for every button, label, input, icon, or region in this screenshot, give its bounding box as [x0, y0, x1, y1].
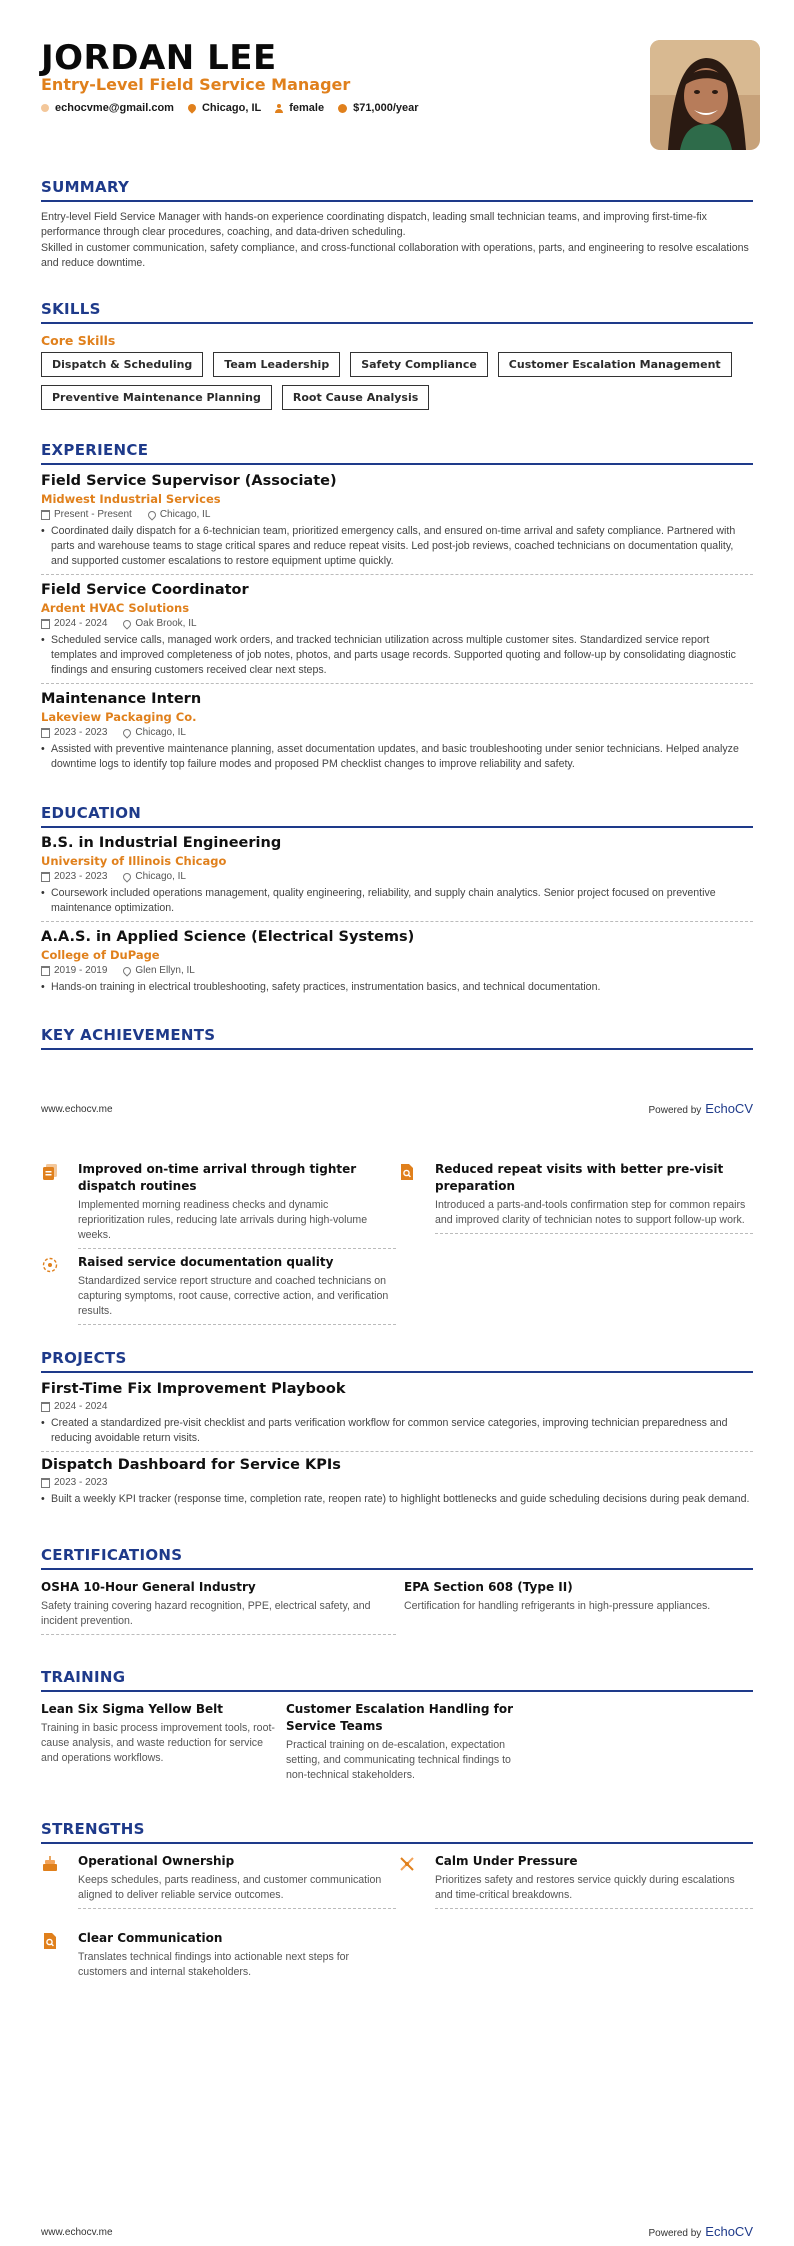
summary-paragraph-2: Skilled in customer communication, safety compliance, and cross-functional collaboration with operations, parts, and engineering to resolve escalations and reduce downtime. [41, 242, 749, 269]
project-title: Dispatch Dashboard for Service KPIs [41, 1457, 341, 1473]
job-title: Field Service Supervisor (Associate) [41, 473, 337, 489]
achievement-description: Standardized service report structure and coached technicians on capturing symptoms, root cause, corrective action, and verification results. [78, 1275, 389, 1317]
skill-chip: Customer Escalation Management [498, 352, 732, 377]
skills-heading: SKILLS [41, 300, 753, 324]
project-dates: 2023 - 2023 [54, 1477, 108, 1488]
training-title: Lean Six Sigma Yellow Belt [41, 1702, 223, 1716]
education-meta [41, 964, 753, 978]
training-item [41, 1701, 281, 1766]
job-dates: Present - Present [54, 509, 132, 520]
achievements-heading: KEY ACHIEVEMENTS [41, 1026, 753, 1050]
project-entry [41, 1379, 753, 1452]
summary-heading: SUMMARY [41, 178, 753, 202]
document-search-icon [398, 1163, 416, 1181]
job-dates: 2024 - 2024 [54, 618, 108, 629]
projects-heading: PROJECTS [41, 1349, 753, 1373]
education-entry [41, 927, 753, 1000]
calendar-icon [41, 510, 50, 520]
education-dates: 2023 - 2023 [54, 871, 108, 882]
job-location: Chicago, IL [159, 509, 211, 520]
salary-text: $71,000/year [353, 102, 419, 114]
job-dates: 2023 - 2023 [54, 727, 108, 738]
project-bullets [41, 1416, 753, 1452]
candidate-name: JORDAN LEE [41, 38, 277, 78]
skill-chip: Preventive Maintenance Planning [41, 385, 272, 410]
education-location: Glen Ellyn, IL [135, 965, 195, 976]
contact-email [41, 100, 174, 116]
calendar-icon [41, 1478, 50, 1488]
certification-title: OSHA 10-Hour General Industry [41, 1580, 256, 1594]
powered-by-text: Powered by [648, 2228, 702, 2239]
project-title: First-Time Fix Improvement Playbook [41, 1381, 346, 1397]
job-bullets [41, 524, 753, 575]
location-icon [122, 618, 133, 629]
training-heading: TRAINING [41, 1668, 753, 1692]
certification-title: EPA Section 608 (Type II) [404, 1580, 573, 1594]
skill-chip: Dispatch & Scheduling [41, 352, 203, 377]
training-description: Practical training on de-escalation, expectation setting, and communicating technical findings to non-technical stakeholders. [286, 1739, 511, 1781]
experience-entry [41, 471, 753, 575]
experience-heading: EXPERIENCE [41, 441, 753, 465]
achievement-card [41, 1254, 396, 1325]
contact-salary [338, 100, 418, 116]
company-name: Lakeview Packaging Co. [41, 710, 197, 724]
strength-description: Keeps schedules, parts readiness, and customer communication aligned to deliver reliable service outcomes. [78, 1874, 382, 1901]
skills-group-title: Core Skills [41, 333, 116, 348]
powered-by-text: Powered by [648, 1105, 702, 1116]
degree-title: B.S. in Industrial Engineering [41, 835, 282, 851]
location-pin-icon [186, 102, 197, 113]
certification-item [404, 1579, 759, 1619]
education-meta [41, 870, 753, 884]
training-title: Customer Escalation Handling for Service Teams [286, 1702, 513, 1733]
strength-title: Clear Communication [78, 1931, 223, 1945]
degree-title: A.A.S. in Applied Science (Electrical Systems) [41, 929, 415, 945]
contact-location [188, 100, 261, 116]
education-heading: EDUCATION [41, 804, 753, 828]
footer-powered-by [648, 1101, 753, 1116]
education-bullet: • Coursework included operations management, quality engineering, reliability, and supply chain analytics. Senior project focused on preventive maintenance optimization. [51, 886, 753, 916]
education-location: Chicago, IL [135, 871, 186, 882]
experience-entry [41, 580, 753, 684]
contact-info [41, 100, 419, 116]
skill-chip: Safety Compliance [350, 352, 488, 377]
job-meta [41, 726, 753, 740]
achievement-title: Raised service documentation quality [78, 1255, 334, 1269]
achievement-card [41, 1161, 396, 1249]
school-name: University of Illinois Chicago [41, 854, 227, 868]
strengths-heading: STRENGTHS [41, 1820, 753, 1844]
target-icon [41, 1256, 59, 1274]
experience-entry [41, 689, 753, 777]
calendar-icon [41, 619, 50, 629]
location-icon [122, 871, 133, 882]
job-title: Field Service Coordinator [41, 582, 249, 598]
education-bullets [41, 980, 753, 1000]
brand-logo-text[interactable]: EchoCV [705, 1101, 753, 1116]
footer-website[interactable]: www.echocv.me [41, 1104, 113, 1115]
skill-chip: Root Cause Analysis [282, 385, 429, 410]
project-bullet: • Created a standardized pre-visit checklist and parts verification workflow for common service categories, improving technician preparedness and reducing avoidable return visits. [51, 1416, 753, 1446]
education-bullets [41, 886, 753, 922]
strength-card [41, 1930, 396, 1985]
footer-powered-by [648, 2224, 753, 2239]
job-bullet: • Scheduled service calls, managed work orders, and tracked technician utilization across multiple customer sites. Standardized service report templates and improved completeness of job notes, photos, and parts usage records. Supported quoting and follow-up by consolidating diagnostic findings and ensuring customers received clear next steps. [51, 633, 753, 678]
strength-card [398, 1853, 753, 1909]
achievement-card [398, 1161, 753, 1234]
job-title: Maintenance Intern [41, 691, 202, 707]
job-meta [41, 508, 753, 522]
project-meta [41, 1476, 753, 1490]
training-item [286, 1701, 516, 1783]
job-bullet: • Assisted with preventive maintenance planning, asset documentation updates, and basic troubleshooting under senior technicians. Helped analyze downtime logs to identify top failure modes and proposed PM checklist changes to improve reliability and safety. [51, 742, 753, 772]
project-entry [41, 1455, 753, 1512]
project-bullet: • Built a weekly KPI tracker (response time, completion rate, reopen rate) to highlight bottlenecks and guide scheduling decisions during peak demand. [51, 1492, 753, 1507]
project-bullets [41, 1492, 753, 1512]
achievement-description: Introduced a parts-and-tools confirmation step for common repairs and improved clarity of technician notes to support follow-up work. [435, 1199, 746, 1226]
certifications-heading: CERTIFICATIONS [41, 1546, 753, 1570]
school-name: College of DuPage [41, 948, 160, 962]
certification-description: Certification for handling refrigerants in high-pressure appliances. [404, 1600, 711, 1612]
strength-description: Translates technical findings into actionable next steps for customers and internal stakeholders. [78, 1951, 350, 1978]
strength-card [41, 1853, 396, 1909]
calendar-icon [41, 1402, 50, 1412]
footer-website[interactable]: www.echocv.me [41, 2227, 113, 2238]
project-dates: 2024 - 2024 [54, 1401, 108, 1412]
achievement-description: Implemented morning readiness checks and dynamic reprioritization rules, reducing late arrivals during high-volume weeks. [78, 1199, 368, 1241]
skill-chip: Team Leadership [213, 352, 340, 377]
resume-page-2 [0, 1123, 794, 2246]
contact-gender [275, 100, 324, 116]
certification-item [41, 1579, 396, 1635]
calendar-icon [41, 966, 50, 976]
certification-description: Safety training covering hazard recognition, PPE, electrical safety, and incident prevention. [41, 1599, 396, 1635]
training-description: Training in basic process improvement tools, root-cause analysis, and waste reduction for service and operations workflows. [41, 1722, 275, 1764]
company-name: Midwest Industrial Services [41, 492, 221, 506]
brand-logo-text[interactable]: EchoCV [705, 2224, 753, 2239]
profile-photo [650, 40, 760, 150]
cake-icon [41, 1855, 59, 1873]
email-icon [41, 104, 49, 112]
location-icon [122, 965, 133, 976]
candidate-role: Entry-Level Field Service Manager [41, 75, 351, 94]
strength-title: Operational Ownership [78, 1854, 235, 1868]
job-location: Oak Brook, IL [135, 618, 197, 629]
education-bullet: • Hands-on training in electrical troubleshooting, safety practices, instrumentation basics, and technical documentation. [51, 980, 753, 995]
job-bullet: • Coordinated daily dispatch for a 6-technician team, prioritized emergency calls, and ensured on-time arrival and safety compliance. Partnered with parts and warehouse teams to stage critical spares and reduce repeat visits. Led post-job reviews, coached technicians on documentation quality, and supported customer escalations to restore equipment uptime quickly. [51, 524, 753, 569]
person-icon [275, 104, 283, 113]
achievement-title: Reduced repeat visits with better pre-visit preparation [435, 1162, 724, 1193]
document-search-icon [41, 1932, 59, 1950]
location-icon [122, 727, 133, 738]
skills-chip-list [41, 352, 741, 410]
education-entry [41, 833, 753, 922]
strength-description: Prioritizes safety and restores service quickly during escalations and time-critical breakdowns. [435, 1874, 735, 1901]
job-meta [41, 617, 753, 631]
job-location: Chicago, IL [135, 727, 186, 738]
gender-text: female [289, 102, 325, 114]
location-icon [146, 509, 157, 520]
email-text: echocvme@gmail.com [55, 102, 174, 114]
calendar-icon [41, 728, 50, 738]
education-dates: 2019 - 2019 [54, 965, 108, 976]
achievement-title: Improved on-time arrival through tighter dispatch routines [78, 1162, 357, 1193]
salary-icon [338, 104, 347, 113]
job-bullets [41, 633, 753, 684]
summary-paragraph-1: Entry-level Field Service Manager with hands-on experience coordinating dispatch, leading small technician teams, and improving first-time-fix performance through clear procedures, coaching, and data-driven scheduling. [41, 211, 707, 238]
documents-icon [41, 1163, 59, 1181]
company-name: Ardent HVAC Solutions [41, 601, 190, 615]
job-bullets [41, 742, 753, 777]
strength-title: Calm Under Pressure [435, 1854, 578, 1868]
project-meta [41, 1400, 753, 1414]
location-text: Chicago, IL [201, 102, 262, 114]
calendar-icon [41, 872, 50, 882]
tools-icon [398, 1855, 416, 1873]
